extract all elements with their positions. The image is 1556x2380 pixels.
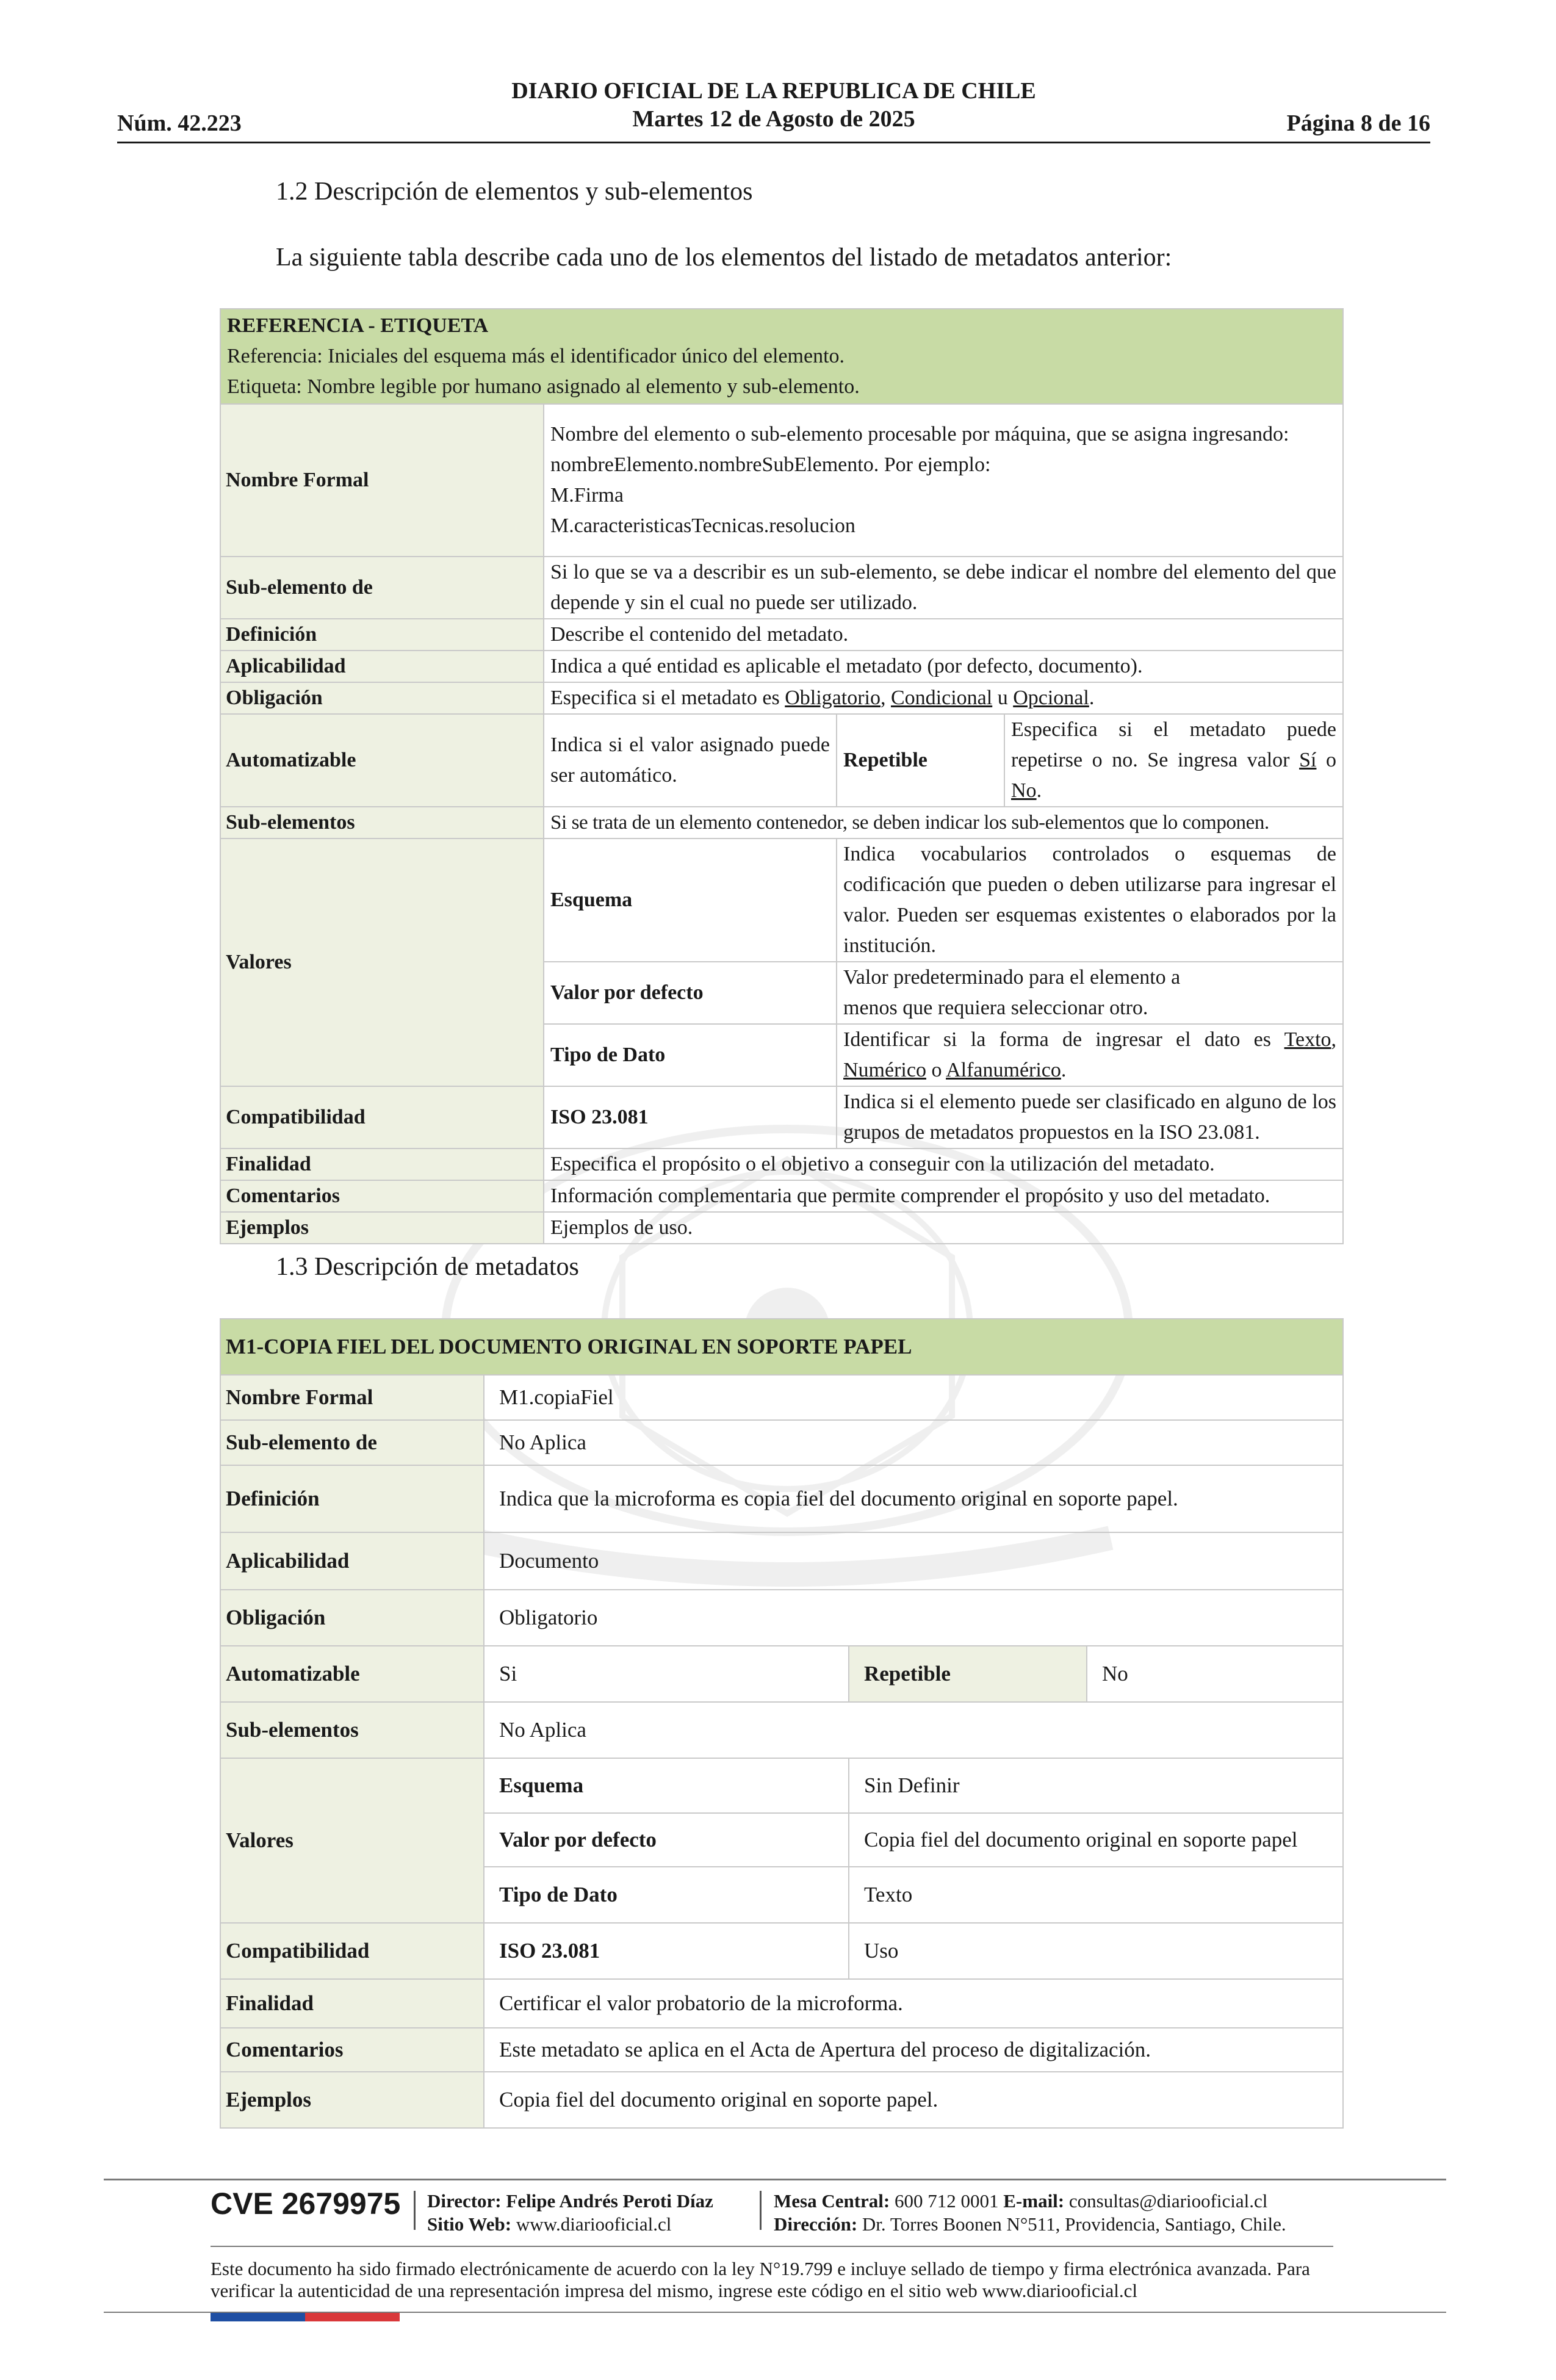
tipo-dato-prefix: Identificar si la forma de ingresar el dato es	[843, 1028, 1284, 1051]
m1-row-subelemento-de	[220, 1420, 1343, 1465]
obligacion-option-obligatorio: Obligatorio	[785, 687, 881, 709]
m1-metadata-table	[220, 1318, 1344, 2129]
m1-value-esquema: Sin Definir	[849, 1758, 1343, 1813]
ref-label-repetible: Repetible	[837, 714, 1004, 807]
ref-row-ejemplos	[220, 1212, 1343, 1244]
m1-label-obligacion: Obligación	[220, 1590, 484, 1646]
m1-value-definicion: Indica que la microforma es copia fiel del documento original en soporte papel.	[484, 1465, 1343, 1532]
ref-header-line2: Etiqueta: Nombre legible por humano asignado al elemento y sub-elemento.	[227, 375, 860, 398]
mesa-phone: 600 712 0001	[895, 2190, 999, 2212]
m1-value-ejemplos: Copia fiel del documento original en soporte papel.	[484, 2072, 1343, 2128]
tipo-dato-option-numerico: Numérico	[843, 1059, 926, 1081]
m1-compatibilidad-iso: ISO 23.081	[484, 1923, 849, 1979]
m1-label-repetible: Repetible	[849, 1646, 1087, 1702]
ref-label-ejemplos: Ejemplos	[220, 1212, 544, 1244]
email-label: E-mail:	[1003, 2190, 1065, 2212]
ref-value-tipo-dato	[837, 1024, 1343, 1086]
ref-row-automatizable	[220, 714, 1343, 807]
footer-separator-1	[414, 2191, 416, 2230]
ref-row-esquema	[220, 838, 1343, 962]
ref-value-finalidad: Especifica el propósito o el objetivo a conseguir con la utilización del metadato.	[544, 1149, 1343, 1180]
ref-value-repetible	[1004, 714, 1343, 807]
m1-value-subelementos: No Aplica	[484, 1702, 1343, 1758]
repetible-prefix: Especifica si el metadato puede repetirse o no. Se ingresa valor	[1011, 718, 1337, 771]
ref-label-subelemento-de: Sub-elemento de	[220, 557, 544, 619]
m1-label-subelementos: Sub-elementos	[220, 1702, 484, 1758]
ref-value-subelemento-de: Si lo que se va a describir es un sub-elemento, se debe indicar el nombre del elemento del que depende y sin el cual no puede ser utilizado.	[544, 557, 1343, 619]
gazette-date: Martes 12 de Agosto de 2025	[632, 106, 915, 132]
m1-title-row	[220, 1319, 1343, 1375]
m1-value-nombre-formal: M1.copiaFiel	[484, 1375, 1343, 1420]
m1-title: M1-COPIA FIEL DEL DOCUMENTO ORIGINAL EN SOPORTE PAPEL	[220, 1319, 1343, 1375]
repetible-o: o	[1316, 749, 1337, 771]
ref-row-nombre-formal	[220, 404, 1343, 557]
ref-label-esquema: Esquema	[544, 838, 837, 962]
m1-label-ejemplos: Ejemplos	[220, 2072, 484, 2128]
flag-stripe-red	[305, 2313, 400, 2321]
m1-label-aplicabilidad: Aplicabilidad	[220, 1532, 484, 1590]
gazette-header	[117, 72, 1430, 144]
obligacion-prefix: Especifica si el metadato es	[550, 687, 785, 709]
m1-label-subelemento-de: Sub-elemento de	[220, 1420, 484, 1465]
ref-value-compatibilidad: Indica si el elemento puede ser clasificado en alguno de los grupos de metadatos propuestos en la ISO 23.081.	[837, 1086, 1343, 1149]
m1-row-obligacion	[220, 1590, 1343, 1646]
repetible-suffix: .	[1036, 779, 1042, 802]
direccion-label: Dirección:	[774, 2213, 858, 2235]
email-link[interactable]: consultas@diariooficial.cl	[1068, 2190, 1268, 2212]
ref-value-subelementos: Si se trata de un elemento contenedor, se deben indicar los sub-elementos que lo componen.	[544, 807, 1343, 838]
ref-label-nombre-formal: Nombre Formal	[220, 404, 544, 557]
ref-value-aplicabilidad: Indica a qué entidad es aplicable el metadato (por defecto, documento).	[544, 651, 1343, 682]
m1-row-esquema	[220, 1758, 1343, 1813]
ref-row-aplicabilidad	[220, 651, 1343, 682]
ref-value-ejemplos: Ejemplos de uso.	[544, 1212, 1343, 1244]
ref-label-subelementos: Sub-elementos	[220, 807, 544, 838]
section-12-heading: 1.2 Descripción de elementos y sub-elementos	[276, 178, 753, 206]
ref-label-valor-defecto: Valor por defecto	[544, 962, 837, 1024]
m1-row-compatibilidad	[220, 1923, 1343, 1979]
ref-label-tipo-dato: Tipo de Dato	[544, 1024, 837, 1086]
gazette-title: DIARIO OFICIAL DE LA REPUBLICA DE CHILE	[511, 78, 1036, 104]
m1-value-comentarios: Este metadato se aplica en el Acta de Apertura del proceso de digitalización.	[484, 2028, 1343, 2072]
m1-label-nombre-formal: Nombre Formal	[220, 1375, 484, 1420]
obligacion-option-opcional: Opcional	[1013, 687, 1089, 709]
m1-value-tipo-dato: Texto	[849, 1867, 1343, 1923]
ref-value-valor-defecto: Valor predeterminado para el elemento a menos que requiera seleccionar otro.	[837, 962, 1343, 1024]
ref-nombre-formal-line4: M.caracteristicasTecnicas.resolucion	[550, 514, 855, 537]
footer-separator-2	[760, 2191, 762, 2230]
m1-label-tipo-dato: Tipo de Dato	[484, 1867, 849, 1923]
section-12-intro: La siguiente tabla describe cada uno de los elementos del listado de metadatos anterior:	[276, 243, 1172, 272]
ref-row-definicion	[220, 619, 1343, 651]
ref-value-comentarios: Información complementaria que permite comprender el propósito y uso del metadato.	[544, 1180, 1343, 1212]
ref-label-comentarios: Comentarios	[220, 1180, 544, 1212]
director-name: Felipe Andrés Peroti Díaz	[506, 2190, 713, 2212]
ref-header-cell	[220, 309, 1343, 404]
ref-row-finalidad	[220, 1149, 1343, 1180]
tipo-dato-suffix: .	[1061, 1059, 1067, 1081]
repetible-option-no: No	[1011, 779, 1037, 802]
ref-label-aplicabilidad: Aplicabilidad	[220, 651, 544, 682]
m1-label-automatizable: Automatizable	[220, 1646, 484, 1702]
m1-value-automatizable: Si	[484, 1646, 849, 1702]
page-number: Página 8 de 16	[1286, 110, 1430, 136]
footer-top-rule	[104, 2179, 1446, 2180]
m1-row-comentarios	[220, 2028, 1343, 2072]
tipo-dato-sep1: ,	[1331, 1028, 1337, 1051]
ref-nombre-formal-line2: nombreElemento.nombreSubElemento. Por ejemplo:	[550, 453, 991, 476]
web-link[interactable]: www.diariooficial.cl	[516, 2213, 672, 2235]
m1-row-aplicabilidad	[220, 1532, 1343, 1590]
footer-director-block	[427, 2190, 713, 2236]
ref-row-subelemento-de	[220, 557, 1343, 619]
repetible-option-si: Sí	[1299, 749, 1317, 771]
m1-label-finalidad: Finalidad	[220, 1979, 484, 2028]
m1-label-valores: Valores	[220, 1758, 484, 1923]
obligacion-suffix: .	[1089, 687, 1095, 709]
footer-middle-rule	[211, 2246, 1333, 2247]
tipo-dato-option-alfanumerico: Alfanumérico	[946, 1059, 1061, 1081]
m1-value-valor-defecto: Copia fiel del documento original en soporte papel	[849, 1813, 1343, 1867]
ref-value-definicion: Describe el contenido del metadato.	[544, 619, 1343, 651]
issue-number: Núm. 42.223	[117, 110, 242, 136]
m1-label-valor-defecto: Valor por defecto	[484, 1813, 849, 1867]
ref-label-finalidad: Finalidad	[220, 1149, 544, 1180]
ref-label-compatibilidad: Compatibilidad	[220, 1086, 544, 1149]
tipo-dato-option-texto: Texto	[1284, 1028, 1331, 1051]
ref-row-obligacion	[220, 682, 1343, 714]
ref-value-obligacion	[544, 682, 1343, 714]
m1-row-ejemplos	[220, 2072, 1343, 2128]
mesa-label: Mesa Central:	[774, 2190, 890, 2212]
m1-value-aplicabilidad: Documento	[484, 1532, 1343, 1590]
ref-label-automatizable: Automatizable	[220, 714, 544, 807]
footer-legal-note: Este documento ha sido firmado electrónicamente de acuerdo con la ley N°19.799 e incluye sellado de tiempo y firma electrónica avanzada. Para verificar la autenticidad de una representación impresa del mismo, ingrese este código en el sitio web www.diariooficial.cl	[211, 2258, 1310, 2301]
obligacion-option-condicional: Condicional	[891, 687, 993, 709]
m1-value-subelemento-de: No Aplica	[484, 1420, 1343, 1465]
obligacion-sep2: u	[992, 687, 1014, 709]
director-label: Director:	[427, 2190, 502, 2212]
ref-row-subelementos	[220, 807, 1343, 838]
m1-label-comentarios: Comentarios	[220, 2028, 484, 2072]
ref-label-valores: Valores	[220, 838, 544, 1086]
m1-value-obligacion: Obligatorio	[484, 1590, 1343, 1646]
ref-header-line1: Referencia: Iniciales del esquema más el identificador único del elemento.	[227, 345, 845, 367]
m1-label-esquema: Esquema	[484, 1758, 849, 1813]
m1-value-compatibilidad: Uso	[849, 1923, 1343, 1979]
ref-nombre-formal-line1: Nombre del elemento o sub-elemento procesable por máquina, que se asigna ingresando:	[550, 423, 1289, 445]
m1-value-repetible: No	[1087, 1646, 1343, 1702]
ref-value-automatizable: Indica si el valor asignado puede ser automático.	[544, 714, 837, 807]
m1-row-subelementos	[220, 1702, 1343, 1758]
obligacion-sep1: ,	[881, 687, 891, 709]
ref-row-compatibilidad	[220, 1086, 1343, 1149]
m1-row-nombre-formal	[220, 1375, 1343, 1420]
m1-label-definicion: Definición	[220, 1465, 484, 1532]
direccion-value: Dr. Torres Boonen N°511, Providencia, Santiago, Chile.	[862, 2213, 1286, 2235]
web-label: Sitio Web:	[427, 2213, 512, 2235]
gazette-title-block	[117, 77, 1430, 133]
m1-row-automatizable	[220, 1646, 1343, 1702]
header-rule	[117, 142, 1430, 143]
ref-row-comentarios	[220, 1180, 1343, 1212]
m1-row-finalidad	[220, 1979, 1343, 2028]
section-13-heading: 1.3 Descripción de metadatos	[276, 1253, 579, 1281]
ref-label-definicion: Definición	[220, 619, 544, 651]
reference-table	[220, 308, 1344, 1244]
ref-label-obligacion: Obligación	[220, 682, 544, 714]
footer-contact-block	[774, 2190, 1286, 2236]
cve-code: CVE 2679975	[211, 2187, 401, 2221]
ref-header-row	[220, 309, 1343, 404]
m1-label-compatibilidad: Compatibilidad	[220, 1923, 484, 1979]
flag-stripe-blue	[211, 2313, 305, 2321]
m1-row-definicion	[220, 1465, 1343, 1532]
ref-compatibilidad-iso: ISO 23.081	[544, 1086, 837, 1149]
ref-nombre-formal-line3: M.Firma	[550, 484, 624, 507]
ref-value-esquema: Indica vocabularios controlados o esquemas de codificación que pueden o deben utilizarse para ingresar el valor. Pueden ser esquemas existentes o elaborados por la institución.	[837, 838, 1343, 962]
ref-header-title: REFERENCIA - ETIQUETA	[227, 314, 489, 337]
tipo-dato-sep2: o	[926, 1059, 946, 1081]
ref-value-nombre-formal	[544, 404, 1343, 557]
m1-value-finalidad: Certificar el valor probatorio de la microforma.	[484, 1979, 1343, 2028]
